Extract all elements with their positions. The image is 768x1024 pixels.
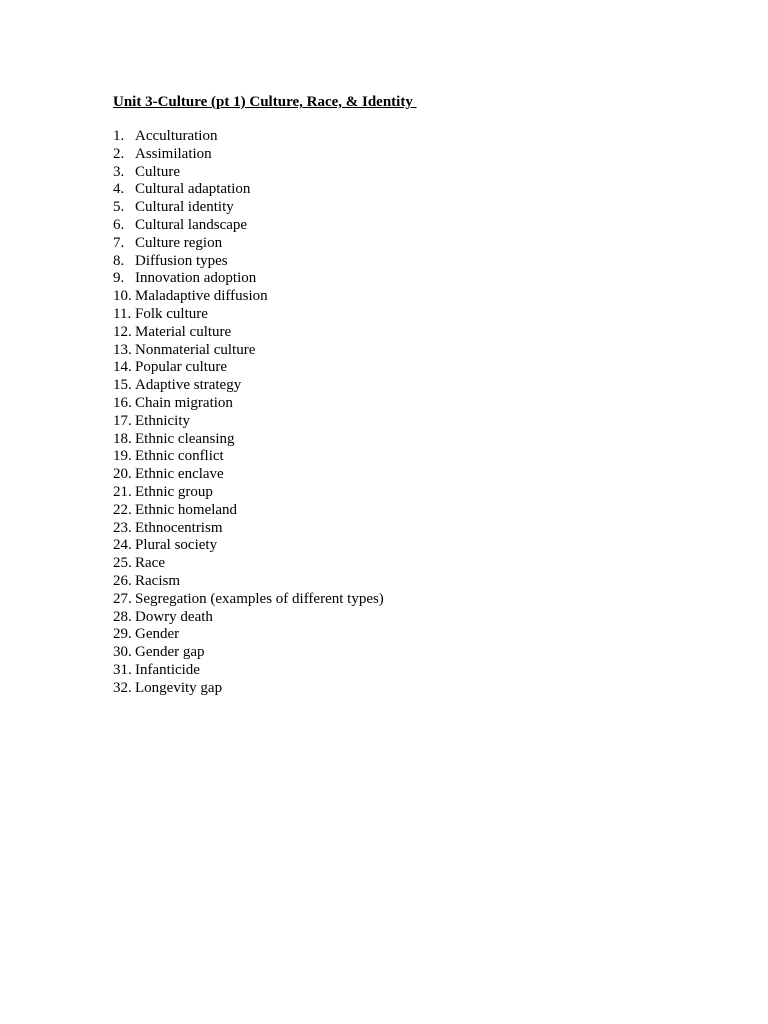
list-item — [113, 626, 384, 644]
list-item — [113, 359, 384, 377]
document-title: Unit 3-Culture (pt 1) Culture, Race, & Identity — [113, 94, 417, 110]
list-item-text: Race — [135, 555, 165, 572]
list-item-number: 13. — [113, 341, 132, 358]
list-item — [113, 342, 384, 360]
list-item-number: 28. — [113, 608, 132, 625]
list-item-text: Material culture — [135, 323, 232, 340]
list-item — [113, 609, 384, 627]
list-item-text: Folk culture — [135, 305, 208, 322]
list-item — [113, 555, 384, 573]
term-list — [113, 128, 384, 698]
list-item-number: 30. — [113, 644, 132, 661]
list-item-text: Plural society — [135, 537, 218, 554]
list-item — [113, 591, 384, 609]
list-item — [113, 199, 384, 217]
list-item-text: Popular culture — [135, 359, 228, 376]
list-item-text: Ethnic cleansing — [135, 430, 235, 447]
list-item-text: Diffusion types — [135, 252, 228, 269]
list-item — [113, 253, 384, 271]
list-item — [113, 662, 384, 680]
list-item-number: 17. — [113, 412, 132, 429]
list-item-text: Chain migration — [135, 394, 233, 411]
list-item-number: 7. — [113, 234, 125, 251]
list-item — [113, 484, 384, 502]
list-item — [113, 537, 384, 555]
list-item-number: 26. — [113, 572, 132, 589]
list-item — [113, 520, 384, 538]
list-item-number: 4. — [113, 181, 125, 198]
list-item-number: 15. — [113, 377, 132, 394]
list-item-text: Ethnic conflict — [135, 448, 224, 465]
list-item-text: Adaptive strategy — [135, 377, 242, 394]
list-item-text: Ethnicity — [135, 412, 190, 429]
list-item — [113, 502, 384, 520]
list-item-number: 25. — [113, 555, 132, 572]
list-item-text: Innovation adoption — [135, 270, 257, 287]
list-item-number: 11. — [113, 305, 132, 322]
list-item-number: 22. — [113, 501, 132, 518]
list-item-number: 29. — [113, 626, 132, 643]
list-item-number: 19. — [113, 448, 132, 465]
list-item — [113, 324, 384, 342]
list-item — [113, 413, 384, 431]
list-item-text: Nonmaterial culture — [135, 341, 256, 358]
list-item-number: 24. — [113, 537, 132, 554]
list-item-number: 14. — [113, 359, 132, 376]
list-item-text: Gender gap — [135, 644, 205, 661]
list-item — [113, 217, 384, 235]
list-item-text: Infanticide — [135, 661, 200, 678]
list-item — [113, 573, 384, 591]
list-item — [113, 377, 384, 395]
list-item-text: Culture — [135, 163, 180, 180]
list-item-number: 23. — [113, 519, 132, 536]
list-item — [113, 146, 384, 164]
list-item-number: 32. — [113, 679, 132, 696]
list-item-number: 16. — [113, 394, 132, 411]
list-item-number: 18. — [113, 430, 132, 447]
list-item — [113, 306, 384, 324]
list-item — [113, 288, 384, 306]
list-item-number: 1. — [113, 128, 125, 144]
list-item-text: Assimilation — [135, 145, 212, 162]
list-item-text: Cultural identity — [135, 199, 234, 216]
list-item — [113, 128, 384, 146]
list-item-text: Segregation (examples of different types) — [135, 590, 384, 607]
list-item — [113, 644, 384, 662]
list-item — [113, 466, 384, 484]
list-item-text: Gender — [135, 626, 180, 643]
list-item-number: 6. — [113, 216, 125, 233]
list-item-number: 31. — [113, 661, 132, 678]
list-item — [113, 235, 384, 253]
list-item — [113, 680, 384, 698]
list-item-text: Ethnic group — [135, 483, 213, 500]
list-item-number: 3. — [113, 163, 125, 180]
list-item — [113, 448, 384, 466]
list-item-text: Ethnocentrism — [135, 519, 223, 536]
list-item-text: Dowry death — [135, 608, 213, 625]
list-item-number: 8. — [113, 252, 125, 269]
list-item-text: Ethnic homeland — [135, 501, 238, 518]
list-item-text: Culture region — [135, 234, 223, 251]
list-item — [113, 270, 384, 288]
list-item-text: Cultural adaptation — [135, 181, 251, 198]
list-item-text: Racism — [135, 572, 180, 589]
list-item-number: 12. — [113, 323, 132, 340]
list-item-text: Acculturation — [135, 128, 218, 144]
list-item-text: Cultural landscape — [135, 216, 248, 233]
list-item-number: 5. — [113, 199, 125, 216]
list-item — [113, 395, 384, 413]
list-item-text: Longevity gap — [135, 679, 223, 696]
list-item-number: 9. — [113, 270, 125, 287]
list-item — [113, 431, 384, 449]
list-item-number: 2. — [113, 145, 125, 162]
list-item-number: 10. — [113, 288, 132, 305]
list-item-number: 21. — [113, 483, 132, 500]
list-item-text: Maladaptive diffusion — [135, 288, 268, 305]
list-item — [113, 164, 384, 182]
list-item — [113, 181, 384, 199]
list-item-text: Ethnic enclave — [135, 466, 224, 483]
list-item-number: 27. — [113, 590, 132, 607]
list-item-number: 20. — [113, 466, 132, 483]
